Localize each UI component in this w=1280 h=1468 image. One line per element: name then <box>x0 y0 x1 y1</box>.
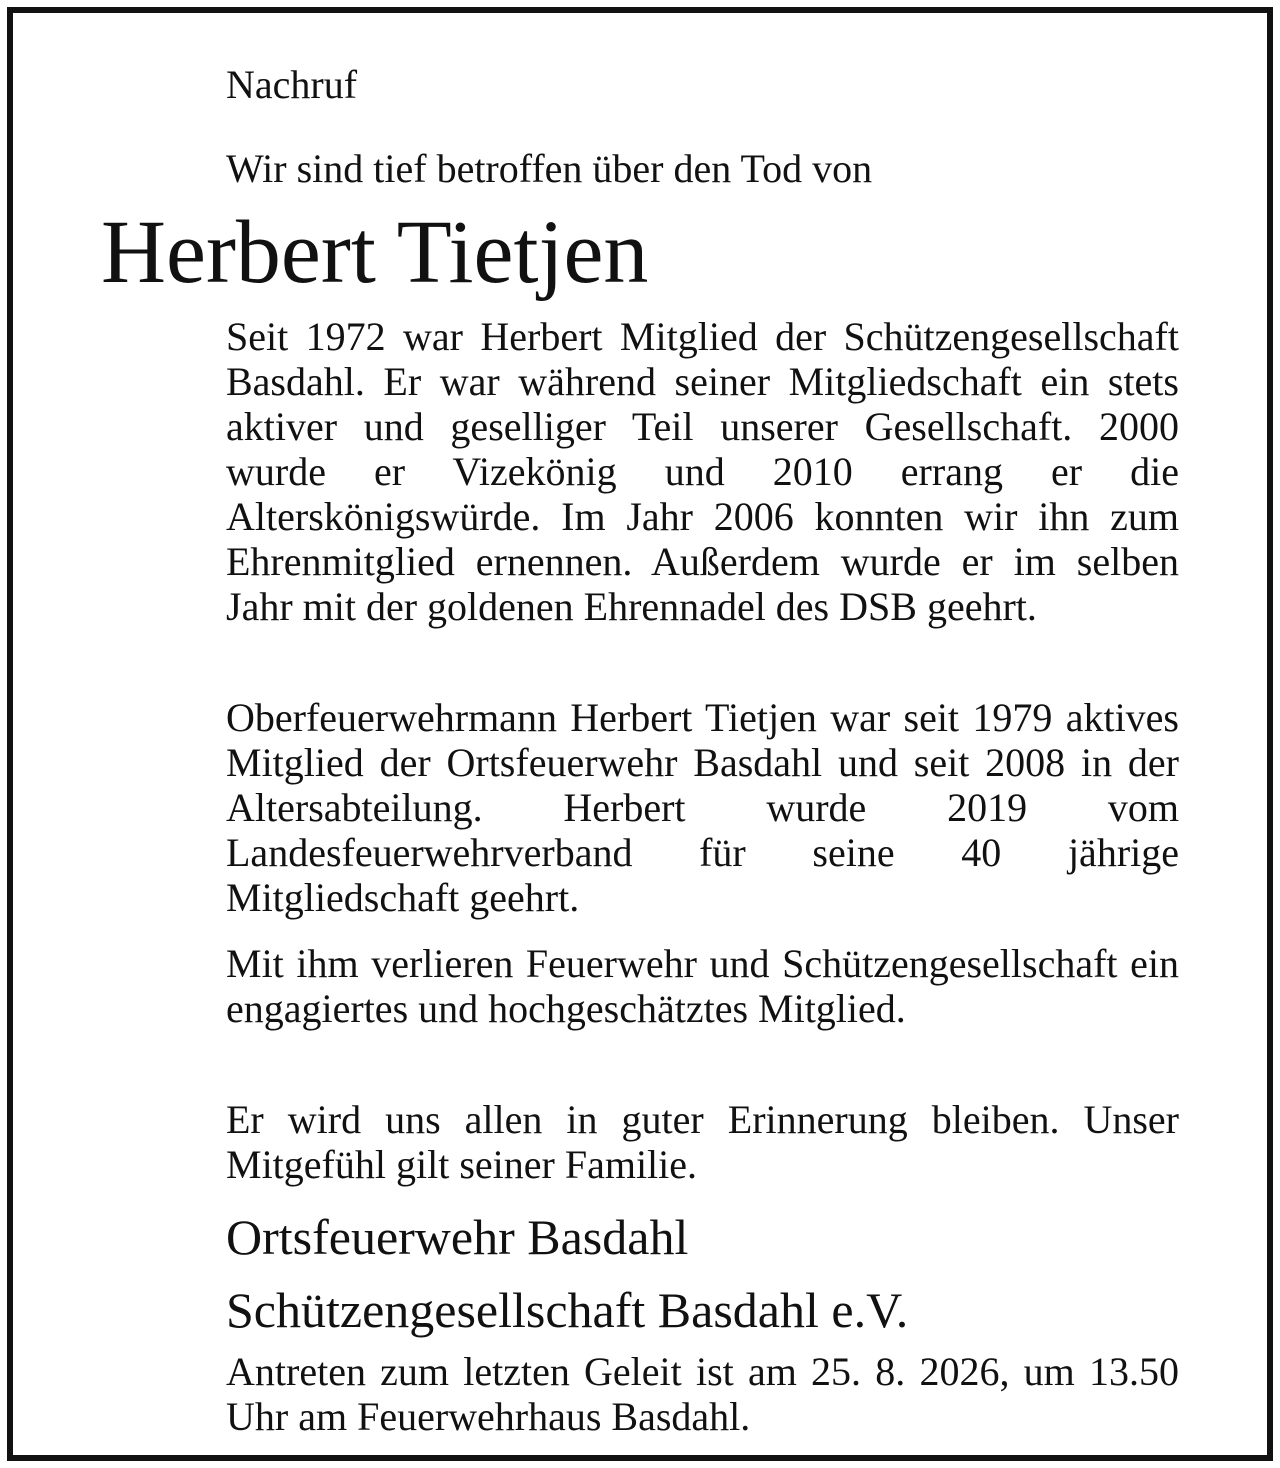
paragraph-fire-brigade: Oberfeuerwehrmann Herbert Tietjen war seit 1979 aktives Mitglied der Ortsfeuerwehr Basdahl und seit 2008 in der Altersabteilung. Herbert wurde 2019 vom Landesfeuerwehrverband für seine 40 jährige Mitgliedschaft geehrt. <box>226 695 1179 920</box>
obituary-frame <box>7 7 1273 1461</box>
organization-fire-brigade: Ortsfeuerwehr Basdahl <box>226 1209 689 1265</box>
paragraph-condolence: Er wird uns allen in guter Erinnerung bleiben. Unser Mitgefühl gilt seiner Familie. <box>226 1097 1179 1187</box>
notice-kicker: Nachruf <box>226 62 358 107</box>
paragraph-loss: Mit ihm verlieren Feuerwehr und Schützengesellschaft ein engagiertes und hochgeschätztes Mitglied. <box>226 941 1179 1031</box>
intro-line: Wir sind tief betroffen über den Tod von <box>226 146 873 191</box>
organization-shooting-club: Schützengesellschaft Basdahl e.V. <box>226 1282 909 1338</box>
paragraph-shooting-club: Seit 1972 war Herbert Mitglied der Schützengesellschaft Basdahl. Er war während seiner Mitgliedschaft ein stets aktiver und geselliger Teil unserer Gesellschaft. 2000 wurde er Vizekönig und 2010 errang er die Alterskönigswürde. Im Jahr 2006 konnten wir ihn zum Ehrenmitglied ernennen. Außerdem wurde er im selben Jahr mit der goldenen Ehrennadel des DSB geehrt. <box>226 314 1179 629</box>
funeral-note: Antreten zum letzten Geleit ist am 25. 8. 2026, um 13.50 Uhr am Feuerwehrhaus Basdahl. <box>226 1349 1179 1439</box>
deceased-name: Herbert Tietjen <box>101 203 649 302</box>
